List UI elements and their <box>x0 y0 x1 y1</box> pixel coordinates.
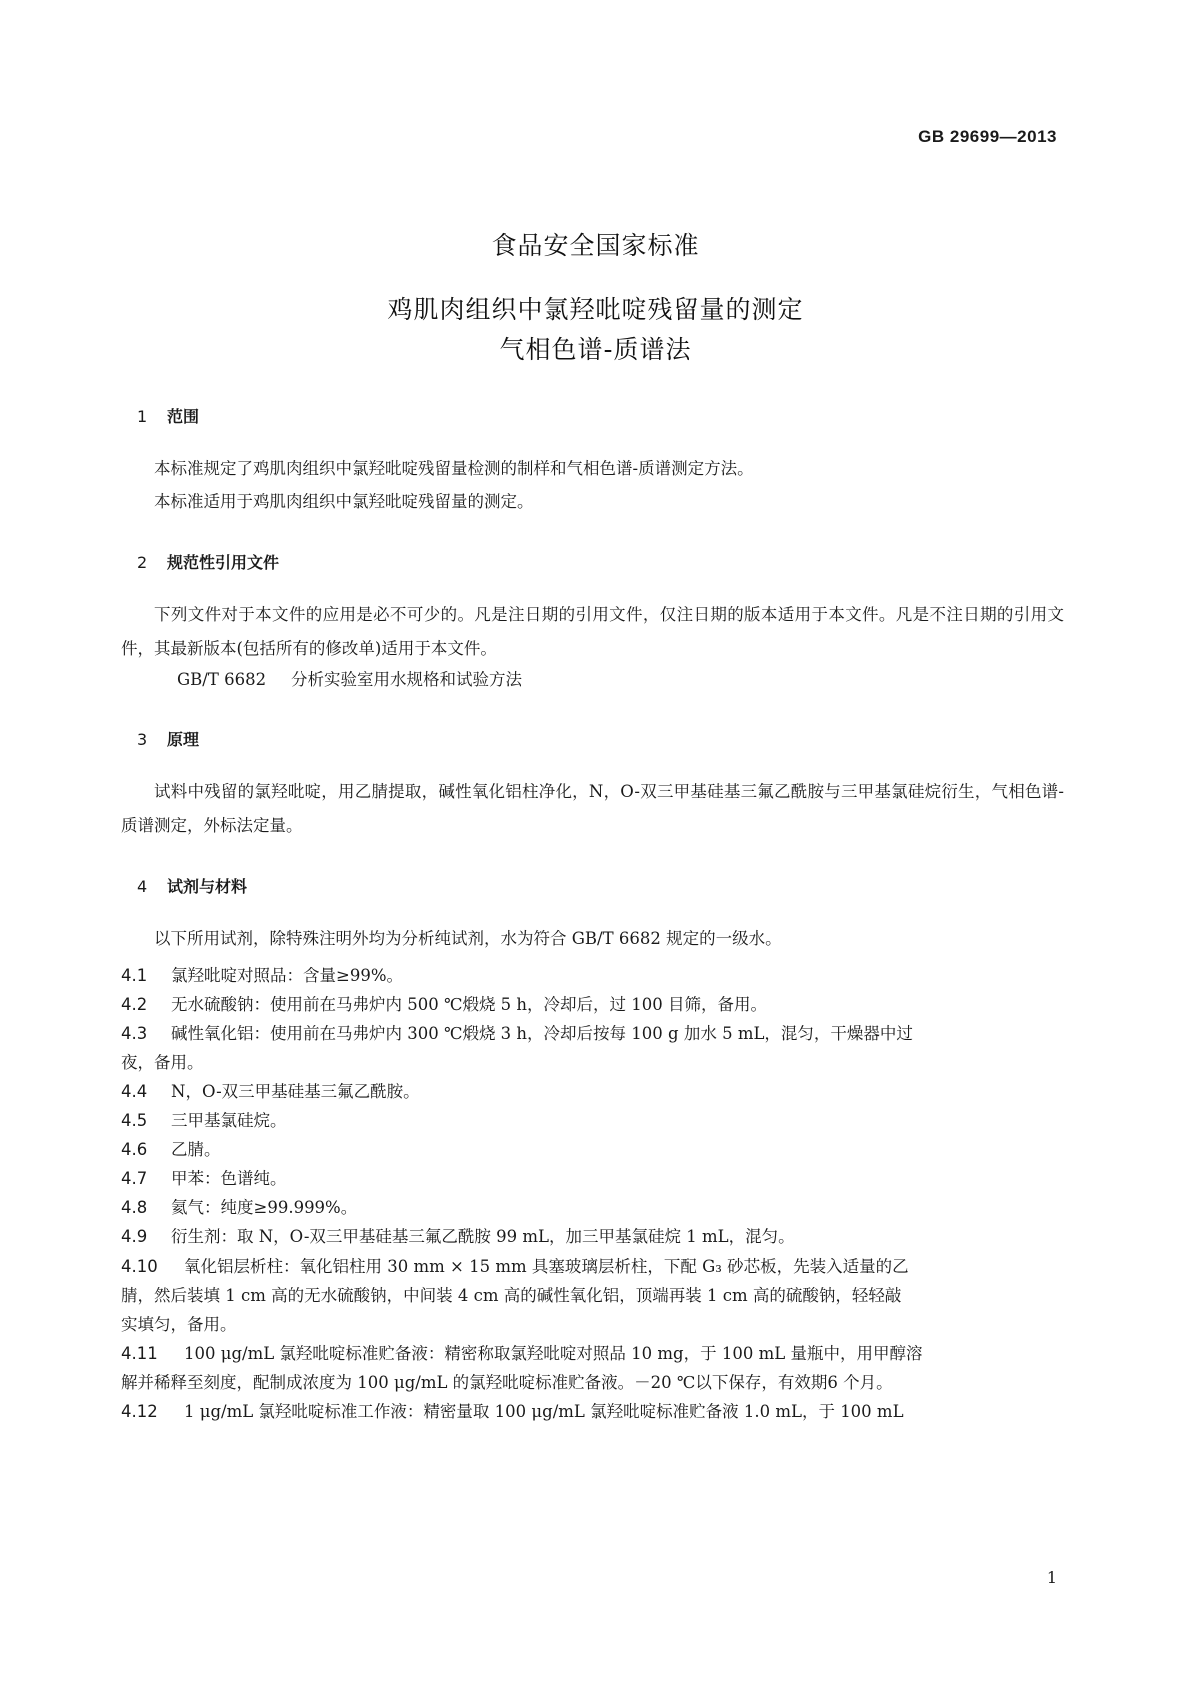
item-number: 4.3 <box>121 1024 148 1043</box>
section-number: 4 <box>137 877 148 896</box>
list-item <box>121 1223 1064 1247</box>
section-1-heading <box>137 404 199 427</box>
section-number: 3 <box>137 730 148 749</box>
section-1-paragraph-1: 本标准规定了鸡肌肉组织中氯羟吡啶残留量检测的制样和气相色谱-质谱测定方法。 <box>154 459 754 478</box>
list-item <box>121 1165 1064 1189</box>
list-item-continuation: 腈，然后装填 1 cm 高的无水硫酸钠，中间装 4 cm 高的碱性氧化铝，顶端再装 1 cm 高的硫酸钠，轻轻敲 <box>121 1286 902 1305</box>
section-3-heading <box>137 727 199 750</box>
list-item-continuation: 解并稀释至刻度，配制成浓度为 100 μg/mL 的氯羟吡啶标准贮备液。－20 ℃以下保存，有效期6 个月。 <box>121 1373 893 1392</box>
item-text: 三甲基氯硅烷。 <box>171 1111 287 1130</box>
item-text: 氦气：纯度≥99.999%。 <box>171 1198 358 1217</box>
section-number: 1 <box>137 407 148 426</box>
reference-code: GB/T 6682 <box>177 670 267 689</box>
section-1-paragraph-2: 本标准适用于鸡肌肉组织中氯羟吡啶残留量的测定。 <box>154 492 534 511</box>
list-item-continuation: 实填匀，备用。 <box>121 1315 237 1334</box>
section-title: 原理 <box>167 730 200 749</box>
list-item <box>121 1020 1064 1044</box>
section-4-heading <box>137 874 247 897</box>
list-item <box>121 1398 1064 1422</box>
section-3-paragraph-1: 试料中残留的氯羟吡啶，用乙腈提取，碱性氧化铝柱净化，N，O-双三甲基硅基三氟乙酰胺与三甲基氯硅烷衍生，气相色谱-质谱测定，外标法定量。 <box>121 782 1064 835</box>
page-number: 1 <box>1046 1568 1057 1587</box>
document-title-line3: 气相色谱-质谱法 <box>499 335 692 364</box>
list-item <box>121 1107 1064 1131</box>
item-number: 4.1 <box>121 966 148 985</box>
document-title-line2: 鸡肌肉组织中氯羟吡啶残留量的测定 <box>387 295 804 324</box>
item-number: 4.10 <box>121 1257 158 1276</box>
item-text: 1 μg/mL 氯羟吡啶标准工作液：精密量取 100 μg/mL 氯羟吡啶标准贮备液 1.0 mL，于 100 mL <box>184 1402 904 1421</box>
section-2-heading <box>137 550 279 573</box>
item-number: 4.9 <box>121 1227 148 1246</box>
item-number: 4.7 <box>121 1169 148 1188</box>
normative-reference <box>177 666 522 690</box>
list-item <box>121 1340 1064 1364</box>
item-text: 100 μg/mL 氯羟吡啶标准贮备液：精密称取氯羟吡啶对照品 10 mg，于 100 mL 量瓶中，用甲醇溶 <box>184 1344 923 1363</box>
item-text: 氯羟吡啶对照品：含量≥99%。 <box>171 966 403 985</box>
list-item <box>121 991 1064 1015</box>
item-text: 无水硫酸钠：使用前在马弗炉内 500 ℃煅烧 5 h，冷却后，过 100 目筛，备用。 <box>171 995 768 1014</box>
section-title: 规范性引用文件 <box>167 553 280 572</box>
item-text: 乙腈。 <box>171 1140 221 1159</box>
item-text: 氧化铝层析柱：氧化铝柱用 30 mm × 15 mm 具塞玻璃层析柱，下配 G₃ 砂芯板，先装入适量的乙 <box>184 1257 909 1276</box>
list-item-continuation: 夜，备用。 <box>121 1053 204 1072</box>
item-number: 4.2 <box>121 995 148 1014</box>
item-number: 4.5 <box>121 1111 148 1130</box>
item-number: 4.4 <box>121 1082 148 1101</box>
list-item <box>121 1078 1064 1102</box>
document-title-line1: 食品安全国家标准 <box>491 231 700 260</box>
section-title: 试剂与材料 <box>167 877 248 896</box>
section-number: 2 <box>137 553 148 572</box>
item-number: 4.6 <box>121 1140 148 1159</box>
list-item <box>121 962 1064 986</box>
list-item <box>121 1194 1064 1218</box>
reference-title: 分析实验室用水规格和试验方法 <box>291 670 522 689</box>
item-number: 4.11 <box>121 1344 158 1363</box>
section-4-intro: 以下所用试剂，除特殊注明外均为分析纯试剂，水为符合 GB/T 6682 规定的一级水。 <box>154 929 782 948</box>
standard-number: GB 29699—2013 <box>918 127 1057 146</box>
item-text: 衍生剂：取 N，O-双三甲基硅基三氟乙酰胺 99 mL，加三甲基氯硅烷 1 mL，混匀。 <box>171 1227 795 1246</box>
list-item <box>121 1136 1064 1160</box>
item-number: 4.12 <box>121 1402 158 1421</box>
item-text: N，O-双三甲基硅基三氟乙酰胺。 <box>171 1082 420 1101</box>
item-text: 碱性氧化铝：使用前在马弗炉内 300 ℃煅烧 3 h，冷却后按每 100 g 加水 5 mL，混匀，干燥器中过 <box>171 1024 913 1043</box>
section-title: 范围 <box>167 407 200 426</box>
list-item <box>121 1253 1064 1277</box>
item-number: 4.8 <box>121 1198 148 1217</box>
item-text: 甲苯：色谱纯。 <box>171 1169 287 1188</box>
section-2-paragraph-1: 下列文件对于本文件的应用是必不可少的。凡是注日期的引用文件，仅注日期的版本适用于本文件。凡是不注日期的引用文件，其最新版本(包括所有的修改单)适用于本文件。 <box>121 605 1064 658</box>
